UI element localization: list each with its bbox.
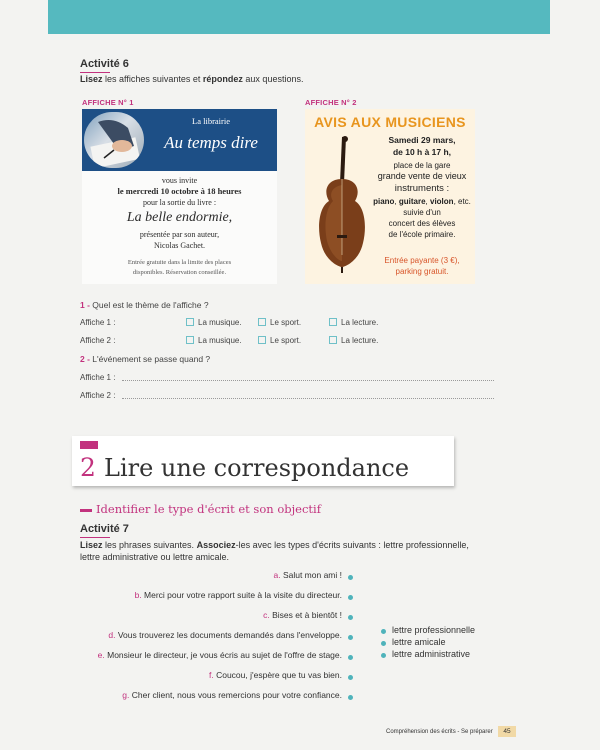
type-dot-administrative[interactable] [381, 653, 386, 658]
affiche1-name: Au temps dire [164, 133, 258, 152]
affiche2-hours: de 10 h à 17 h, [392, 147, 452, 157]
type-dot-amicale[interactable] [381, 641, 386, 646]
cello-icon [311, 135, 369, 273]
affiche1-shop: La librairie [192, 116, 230, 126]
writing-hand-photo [84, 112, 144, 168]
affiche2-line8: concert des élèves [388, 219, 456, 228]
affiche1-date: le mercredi 10 octobre à 18 heures [117, 186, 242, 196]
q2-row1-label: Affiche 1 : [80, 373, 116, 382]
affiche2-instruments: instruments : [394, 183, 450, 194]
type-professionnelle: lettre professionnelle [392, 625, 476, 635]
q2-answer-line-2[interactable] [122, 398, 494, 399]
activity7-instruction: Lisez les phrases suivantes. Associez-les avec les types d'écrits suivants : lettre professionnelle, lettre administrative ou lettre amicale. [80, 540, 469, 562]
affiche2-poster [305, 109, 475, 284]
sentence-a: a. Salut mon ami ! [273, 570, 342, 580]
q2-row2-label: Affiche 2 : [80, 391, 116, 400]
affiche1-header [82, 109, 277, 171]
sentence-b: b. Merci pour votre rapport suite à la visite du directeur. [134, 590, 342, 600]
match-dot-a[interactable] [348, 575, 353, 580]
activity7-underline [80, 537, 110, 538]
sentence-e: e. Monsieur le directeur, je vous écris au sujet de l'offre de stage. [97, 650, 342, 660]
q1-row2-opt-lecture[interactable]: La lecture. [329, 336, 378, 345]
match-dot-e[interactable] [348, 655, 353, 660]
type-amicale: lettre amicale [392, 637, 446, 647]
activity6-instruction: Lisez les affiches suivantes et répondez aux questions. [80, 74, 304, 84]
q1-row2-opt-musique[interactable]: La musique. [186, 336, 242, 345]
affiche2-sale: grande vente de vieux [377, 171, 467, 181]
affiche2-list: piano, guitare, violon, etc. [373, 197, 471, 206]
affiche2-place: place de la gare [393, 161, 451, 170]
writing-hand-icon [84, 112, 144, 168]
affiche1-line6: Entrée gratuite dans la limite des places [127, 259, 232, 266]
sentences-column [80, 570, 342, 710]
subtitle: Identifier le type d'écrit et son objectif [96, 502, 321, 516]
checkbox[interactable] [186, 318, 194, 326]
checkbox[interactable] [329, 336, 337, 344]
section-title: Lire une correspondance [104, 454, 410, 482]
checkbox[interactable] [258, 336, 266, 344]
question1: 1 - Quel est le thème de l'affiche ? [80, 300, 209, 310]
section-marker [80, 441, 98, 449]
type-dot-professionnelle[interactable] [381, 629, 386, 634]
affiche2-title: AVIS AUX MUSICIENS [314, 114, 466, 130]
q1-row2-opt-sport[interactable]: Le sport. [258, 336, 301, 345]
q1-row2-label: Affiche 2 : [80, 336, 116, 345]
sentence-c: c. Bises et à bientôt ! [263, 610, 342, 620]
affiche1-poster [82, 109, 277, 284]
sentence-f: f. Coucou, j'espère que tu vas bien. [209, 670, 342, 680]
activity6-underline [80, 72, 110, 73]
subtitle-dash [80, 509, 92, 512]
affiche1-label: AFFICHE N° 1 [82, 98, 134, 107]
affiche1-book: La belle endormie, [126, 210, 233, 225]
match-dot-b[interactable] [348, 595, 353, 600]
page-number: 45 [498, 726, 516, 737]
affiche1-line4: présentée par son auteur, [139, 230, 220, 239]
affiche2-date: Samedi 29 mars, [388, 135, 456, 145]
q1-row1-opt-sport[interactable]: Le sport. [258, 318, 301, 327]
affiche2-parking: parking gratuit. [395, 267, 449, 276]
q1-row1-opt-lecture[interactable]: La lecture. [329, 318, 378, 327]
affiche1-line5: Nicolas Gachet. [153, 241, 206, 250]
checkbox[interactable] [186, 336, 194, 344]
affiche2-line7: suivie d'un [403, 208, 441, 217]
activity6-title: Activité 6 [80, 58, 129, 70]
question2: 2 - L'événement se passe quand ? [80, 354, 211, 364]
footer-text: Compréhension des écrits - Se préparer [386, 729, 493, 735]
affiche2-line9: de l'école primaire. [388, 230, 456, 239]
affiche2-label: AFFICHE N° 2 [305, 98, 357, 107]
type-administrative: lettre administrative [392, 649, 471, 659]
affiche2-price: Entrée payante (3 €), [384, 256, 460, 265]
activity7-title: Activité 7 [80, 523, 129, 535]
q1-row1-label: Affiche 1 : [80, 318, 116, 327]
affiche1-line1: vous invite [161, 176, 198, 185]
checkbox[interactable] [258, 318, 266, 326]
affiche1-line7: disponibles. Réservation conseillée. [132, 269, 227, 276]
section-number: 2 [80, 453, 96, 482]
match-dot-c[interactable] [348, 615, 353, 620]
sentence-d: d. Vous trouverez les documents demandés dans l'enveloppe. [108, 630, 342, 640]
match-dot-f[interactable] [348, 675, 353, 680]
match-dot-g[interactable] [348, 695, 353, 700]
match-dot-d[interactable] [348, 635, 353, 640]
sentence-g: g. Cher client, nous vous remercions pour votre confiance. [122, 690, 342, 700]
q1-row1-opt-musique[interactable]: La musique. [186, 318, 242, 327]
top-color-band [48, 0, 550, 34]
affiche1-line3: pour la sortie du livre : [142, 198, 217, 207]
checkbox[interactable] [329, 318, 337, 326]
q2-answer-line-1[interactable] [122, 380, 494, 381]
